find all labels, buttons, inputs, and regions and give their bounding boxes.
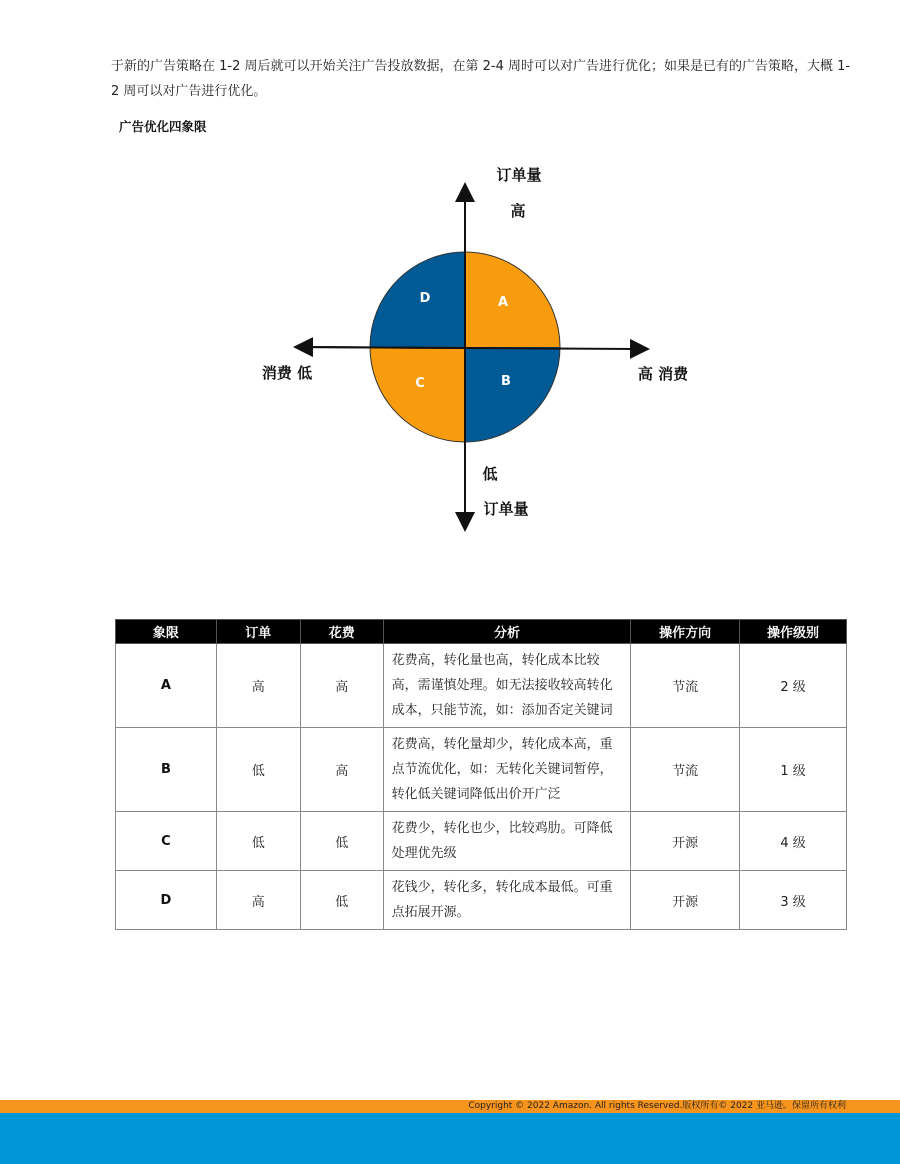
cell-orders: 低 <box>216 812 300 871</box>
cell-quadrant: B <box>116 728 217 812</box>
cell-level: 3 级 <box>740 871 847 930</box>
cell-analysis: 花费少，转化也少，比较鸡肋。可降低处理优先级 <box>383 812 631 871</box>
cell-quadrant: C <box>116 812 217 871</box>
quadrant-c-label: C <box>415 376 425 391</box>
header-quadrant: 象限 <box>116 620 217 644</box>
top-axis-level: 高 <box>510 202 526 220</box>
cell-analysis: 花费高，转化量却少，转化成本高，重点节流优化，如：无转化关键词暂停，转化低关键词降低出价开广泛 <box>383 728 631 812</box>
quadrant-d-label: D <box>419 291 431 306</box>
cell-orders: 低 <box>216 728 300 812</box>
cell-orders: 高 <box>216 871 300 930</box>
cell-quadrant: A <box>116 644 217 728</box>
bottom-axis-level: 低 <box>482 465 498 483</box>
cell-spend: 高 <box>300 644 383 728</box>
cell-spend: 低 <box>300 871 383 930</box>
header-analysis: 分析 <box>383 620 631 644</box>
cell-orders: 高 <box>216 644 300 728</box>
cell-analysis: 花钱少，转化多，转化成本最低。可重点拓展开源。 <box>383 871 631 930</box>
header-spend: 花费 <box>300 620 383 644</box>
cell-analysis: 花费高，转化量也高，转化成本比较高，需谨慎处理。如无法接收较高转化成本，只能节流，如：添加否定关键词 <box>383 644 631 728</box>
top-axis-label: 订单量 <box>496 166 542 184</box>
quadrant-a-label: A <box>497 295 509 310</box>
cell-direction: 节流 <box>631 728 740 812</box>
left-axis-label: 消费 低 <box>261 364 313 382</box>
quadrant-a <box>465 252 560 347</box>
table-row <box>116 728 847 812</box>
table-row <box>116 812 847 871</box>
footer-blue-band <box>0 1113 900 1164</box>
quadrant-table <box>115 619 847 930</box>
header-orders: 订单 <box>216 620 300 644</box>
table-row <box>116 871 847 930</box>
cell-spend: 高 <box>300 728 383 812</box>
quadrant-b-label: B <box>501 374 511 389</box>
footer-copyright: Copyright © 2022 Amazon. All rights Reserved.版权所有© 2022 亚马逊。保留所有权利 <box>468 1101 846 1111</box>
cell-direction: 开源 <box>631 871 740 930</box>
cell-quadrant: D <box>116 871 217 930</box>
right-axis-label: 高 消费 <box>637 365 689 383</box>
header-level: 操作级别 <box>740 620 847 644</box>
table-header-row <box>116 620 847 644</box>
cell-level: 4 级 <box>740 812 847 871</box>
table-row <box>116 644 847 728</box>
cell-level: 2 级 <box>740 644 847 728</box>
bottom-axis-label: 订单量 <box>483 500 529 518</box>
section-title: 广告优化四象限 <box>119 119 207 134</box>
quadrant-c <box>370 347 465 442</box>
quadrant-d <box>370 252 465 347</box>
cell-spend: 低 <box>300 812 383 871</box>
quadrant-b <box>465 347 560 442</box>
intro-paragraph: 于新的广告策略在 1-2 周后就可以开始关注广告投放数据，在第 2-4 周时可以对广告进行优化；如果是已有的广告策略，大概 1-2 周可以对广告进行优化。 <box>111 59 851 99</box>
cell-direction: 节流 <box>631 644 740 728</box>
horizontal-axis-left <box>297 347 465 348</box>
header-direction: 操作方向 <box>631 620 740 644</box>
cell-level: 1 级 <box>740 728 847 812</box>
cell-direction: 开源 <box>631 812 740 871</box>
